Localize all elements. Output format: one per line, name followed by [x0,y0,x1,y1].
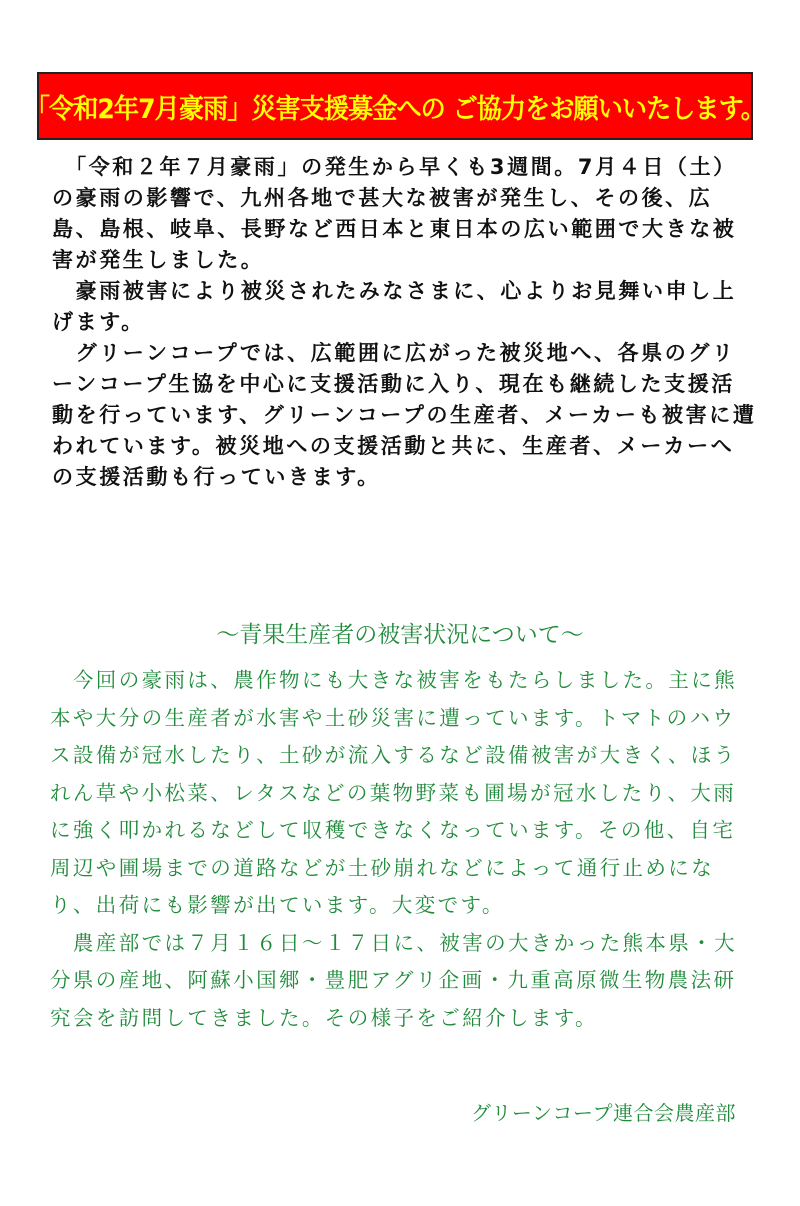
intro-paragraph-1: 「令和２年７月豪雨」の発生から早くも3週間。7月４日（土）の豪雨の影響で、九州各地で甚大な被害が発生し、その後、広島、島根、岐阜、長野など西日本と東日本の広い範囲で大きな被害が発生しました。 [52,155,737,272]
intro-text [52,152,757,493]
appeal-banner [24,72,766,140]
report-paragraph-2: 農産部では７月１６日～１７日に、被害の大きかった熊本県・大分県の産地、阿蘇小国郷・豊肥アグリ企画・九重高原微生物農法研究会を訪問してきました。その様子をご紹介します。 [50,930,737,1030]
section-heading: ～青果生産者の被害状況について～ [216,622,584,648]
banner-title: 「令和2年7月豪雨」災害支援募金への ご協力をお願いいたします。 [24,93,766,125]
signature: グリーンコープ連合会農産部 [470,1101,736,1125]
report-paragraph-1: 今回の豪雨は、農作物にも大きな被害をもたらしました。主に熊本や大分の生産者が水害や土砂災害に遭っています。トマトのハウス設備が冠水したり、土砂が流入するなど設備被害が大きく、ほうれん草や小松菜、レタスなどの葉物野菜も圃場が冠水したり、大雨に強く叩かれるなどして収穫できなくなっています。その他、自宅周辺や圃場までの道路などが土砂崩れなどによって通行止めになり、出荷にも影響が出ています。大変です。 [50,668,737,917]
damage-report-text [50,662,753,1037]
intro-paragraph-2: 豪雨被害により被災されたみなさまに、心よりお見舞い申し上げます。 [52,279,737,334]
intro-paragraph-3: グリーンコープでは、広範囲に広がった被災地へ、各県のグリーンコープ生協を中心に支援活動に入り、現在も継続した支援活動を行っています、グリーンコープの生産者、メーカーも被害に遭われています。被災地への支援活動と共に、生産者、メーカーへの支援活動も行っていきます。 [52,341,757,489]
